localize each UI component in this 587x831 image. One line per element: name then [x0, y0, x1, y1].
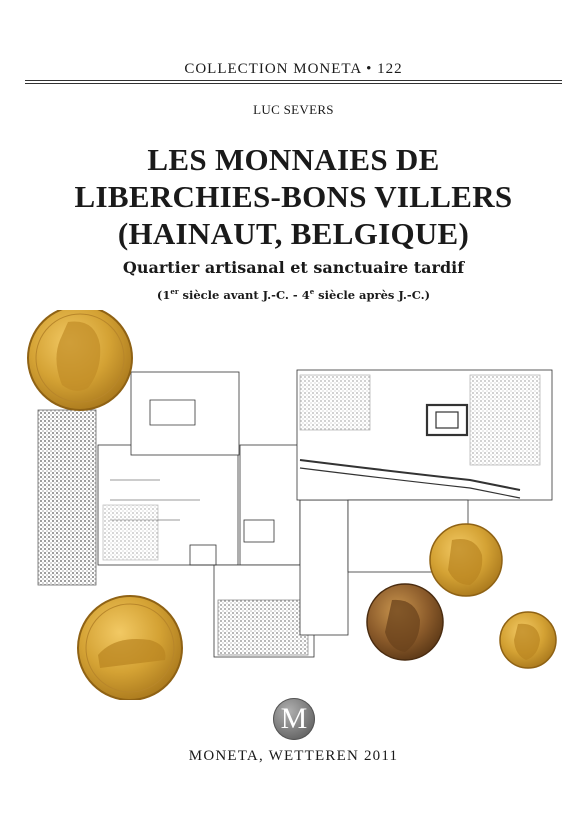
cover-illustration — [0, 310, 587, 700]
gold-coin-top-left — [28, 310, 132, 410]
series-title: COLLECTION MONETA • 122 — [184, 61, 403, 77]
book-subtitle: Quartier artisanal et sanctuaire tardif — [122, 258, 465, 277]
title-line-1: LES MONNAIES DE — [147, 142, 440, 177]
small-gold-coin — [500, 612, 556, 668]
gold-coin-right — [430, 524, 502, 596]
date-range: (1er siècle avant J.-C. - 4e siècle après J.-C.) — [156, 287, 431, 302]
book-title — [0, 141, 587, 252]
publisher-imprint: MONETA, WETTEREN 2011 — [188, 748, 399, 764]
author-name: LUC SEVERS — [253, 102, 334, 117]
header-rule-bottom — [25, 83, 562, 84]
header-rule-top — [25, 80, 562, 81]
publisher-logo — [273, 698, 315, 740]
bronze-coin — [367, 584, 443, 660]
title-line-2: LIBERCHIES-BONS VILLERS — [74, 179, 513, 214]
gold-coin-bottom-left — [78, 596, 182, 700]
title-line-3: (HAINAUT, BELGIQUE) — [117, 216, 470, 251]
logo-letter: M — [280, 702, 308, 735]
